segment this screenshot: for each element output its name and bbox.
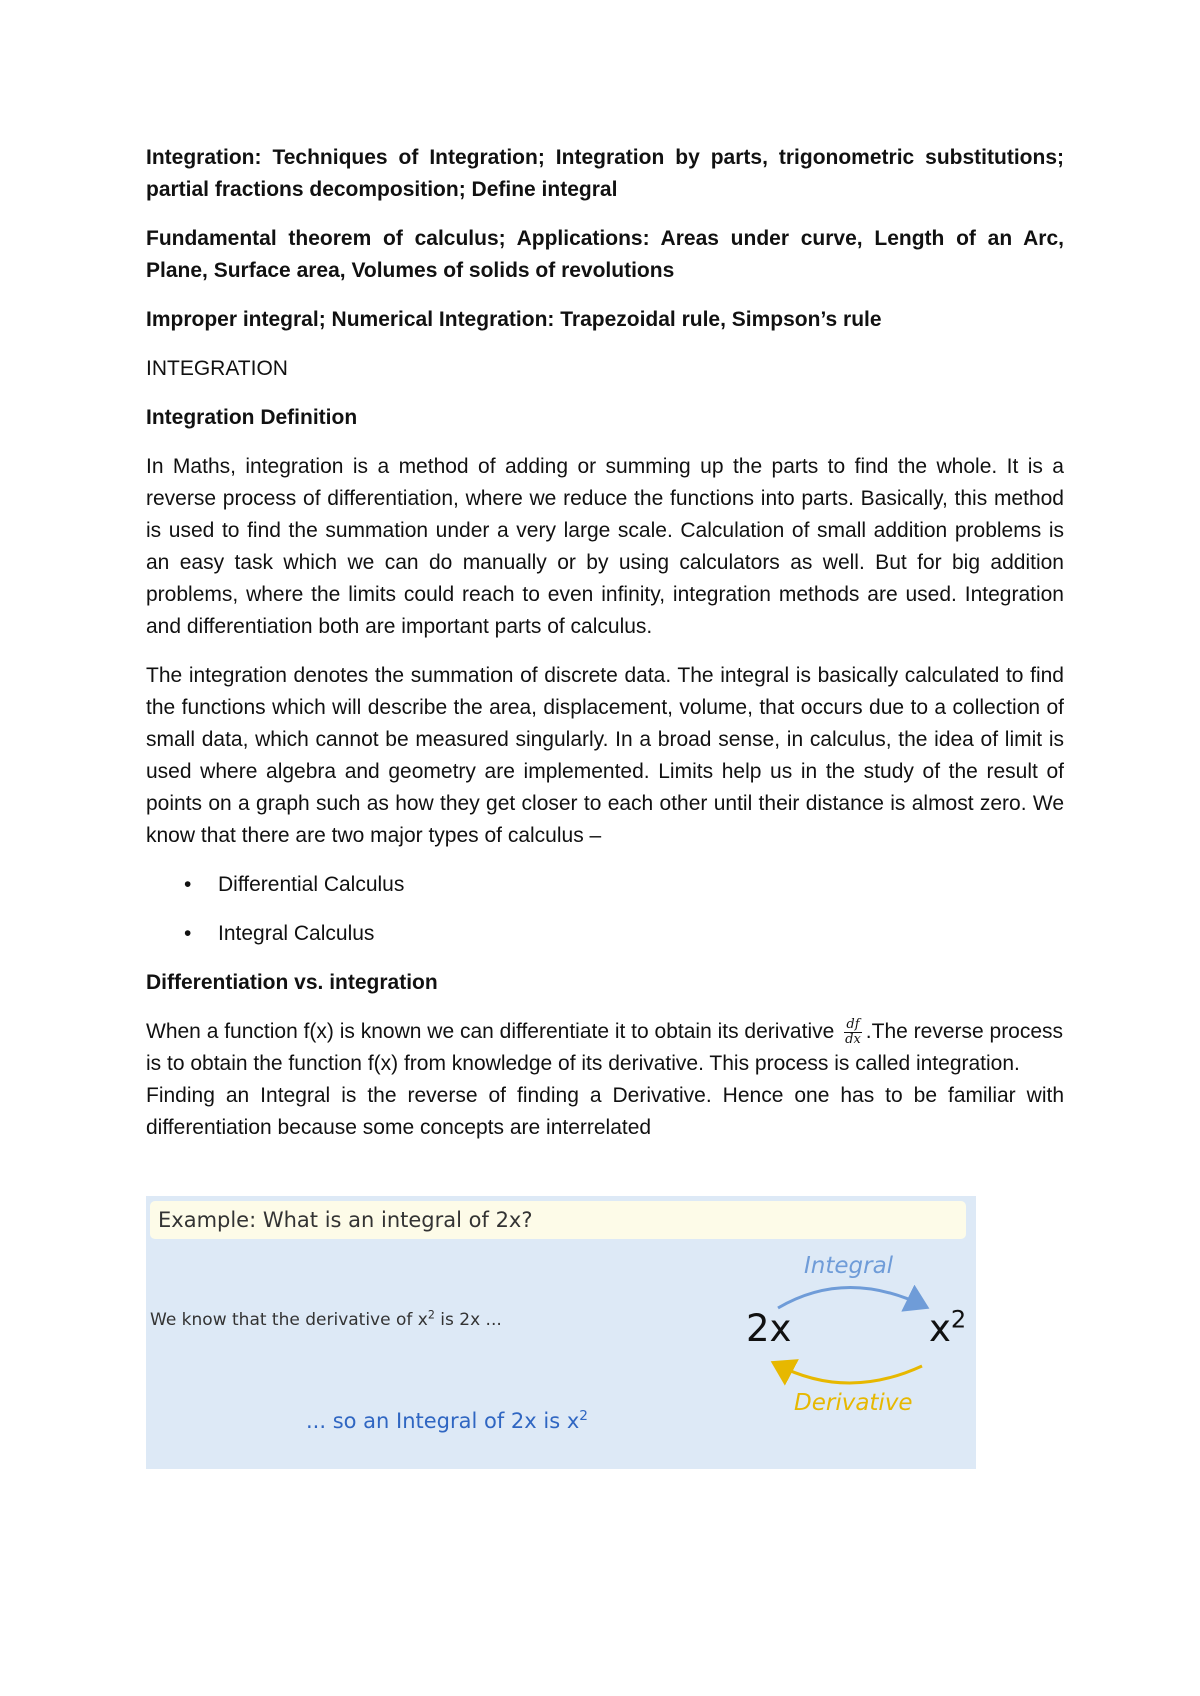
definition-heading: Integration Definition xyxy=(146,406,358,429)
list-item: • Integral Calculus xyxy=(146,918,1064,950)
diff-vs-int-heading: Differentiation vs. integration xyxy=(146,971,438,994)
calculus-types-list xyxy=(146,869,1064,950)
section-title: INTEGRATION xyxy=(146,357,288,380)
right-term-exponent: 2 xyxy=(950,1305,967,1334)
paragraph-derivative-start: When a function f(x) is known we can differentiate it to obtain its derivative xyxy=(146,1020,841,1043)
topics-line-2: Fundamental theorem of calculus; Applications: Areas under curve, Length of an Arc, Plane, Surface area, Volumes of solids of revolutions xyxy=(146,227,1064,282)
left-term: 2x xyxy=(746,1307,792,1350)
fraction-numerator: df xyxy=(846,1016,860,1032)
derivative-arrow xyxy=(776,1364,922,1383)
example-arrows xyxy=(146,1196,976,1469)
conclusion-exponent: 2 xyxy=(579,1408,588,1424)
example-title: Example: What is an integral of 2x? xyxy=(150,1201,966,1239)
derivative-label: Derivative xyxy=(794,1390,913,1416)
known-text-exponent: 2 xyxy=(427,1308,435,1322)
paragraph-reverse: Finding an Integral is the reverse of finding a Derivative. Hence one has to be familiar with differentiation because some concepts are interrelated xyxy=(146,1084,1064,1139)
right-term xyxy=(929,1307,966,1350)
df-dx-fraction xyxy=(843,1018,863,1047)
right-term-base: x xyxy=(929,1307,951,1350)
paragraph-definition: In Maths, integration is a method of adding or summing up the parts to find the whole. It is a reverse process of differentiation, where we reduce the functions into parts. Basically, this method is used to find the summation under a very large scale. Calculation of small addition problems is an easy task which we can do manually or by using calculators as well. But for big addition problems, where the limits could reach to even infinity, integration methods are used. Integration and differentiation both are important parts of calculus. xyxy=(146,455,1064,638)
list-item: • Differential Calculus xyxy=(146,869,1064,901)
topics-line-3: Improper integral; Numerical Integration: Trapezoidal rule, Simpson’s rule xyxy=(146,308,882,331)
paragraph-derivative xyxy=(146,1016,1064,1080)
known-text-main: We know that the derivative of x xyxy=(150,1310,428,1330)
conclusion-text: ... so an Integral of 2x is x xyxy=(306,1409,580,1433)
topics-line-1: Integration: Techniques of Integration; Integration by parts, trigonometric substitutions; partial fractions decomposition; Define integral xyxy=(146,146,1064,201)
known-text-tail: is 2x ... xyxy=(434,1310,502,1330)
example-panel xyxy=(146,1196,976,1469)
document-body xyxy=(146,142,1064,1144)
integral-arrow xyxy=(778,1287,924,1308)
integral-label: Integral xyxy=(804,1253,894,1279)
fraction-denominator: dx xyxy=(845,1031,861,1047)
paragraph-summation: The integration denotes the summation of discrete data. The integral is basically calculated to find the functions which will describe the area, displacement, volume, that occurs due to a collection of small data, which cannot be measured singularly. In a broad sense, in calculus, the idea of limit is used where algebra and geometry are implemented. Limits help us in the study of the result of points on a graph such as how they get closer to each other until their distance is almost zero. We know that there are two major types of calculus – xyxy=(146,664,1064,847)
paragraph-derivative-end: .The reverse process is to obtain the function f(x) from knowledge of its derivative. This process is called integration. xyxy=(146,1020,1064,1075)
